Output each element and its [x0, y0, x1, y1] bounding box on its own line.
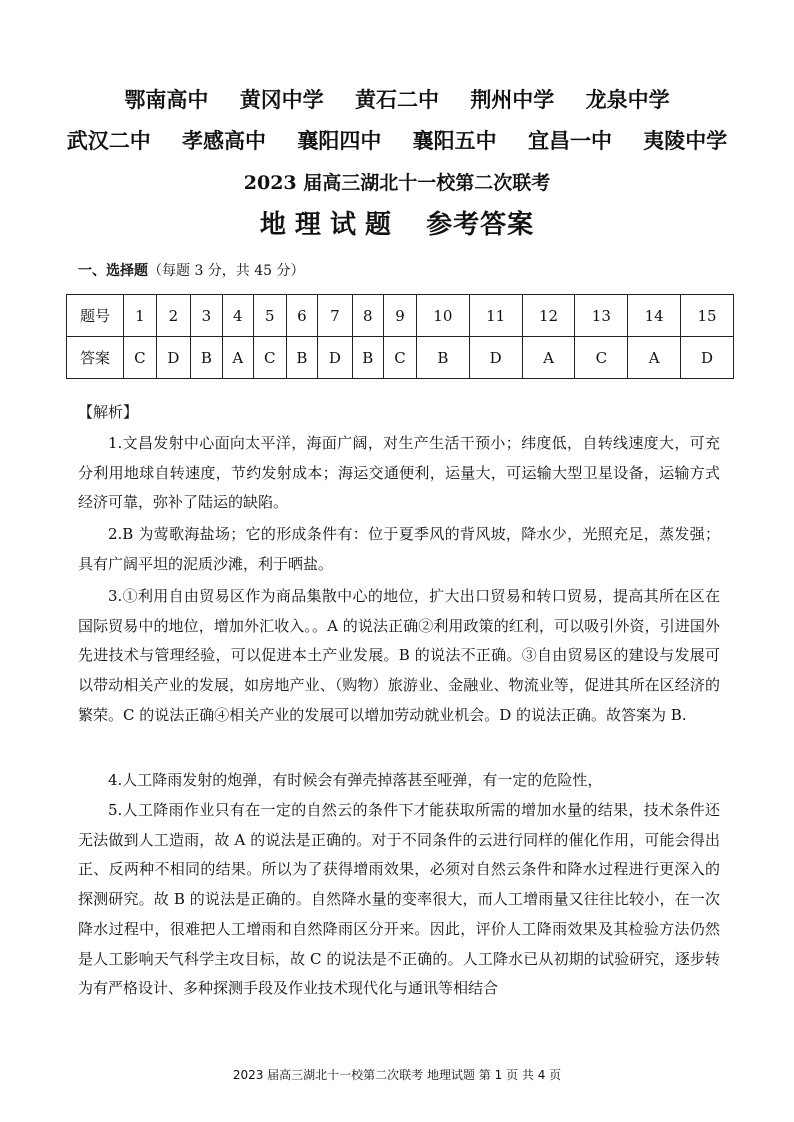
- question-number-cell: 10: [416, 295, 469, 337]
- school-name: 鄂南高中: [124, 88, 209, 112]
- school-name: 宜昌一中: [527, 129, 612, 153]
- question-number-cell: 9: [384, 295, 417, 337]
- answer-cell: A: [222, 337, 253, 379]
- question-number-cell: 13: [575, 295, 628, 337]
- question-number-cell: 12: [522, 295, 575, 337]
- row-label: 答案: [67, 337, 124, 379]
- school-names-line-2: [0, 125, 794, 155]
- section-heading-label: 一、选择题: [78, 263, 148, 279]
- answer-cell: C: [124, 337, 157, 379]
- document-title: [0, 204, 794, 241]
- subject-title: 地 理 试 题: [259, 210, 392, 240]
- question-number-cell: 5: [253, 295, 286, 337]
- answer-cell: D: [469, 337, 522, 379]
- question-number-cell: 7: [318, 295, 352, 337]
- section-heading: [78, 260, 305, 280]
- exam-title: 2023 届高三湖北十一校第二次联考: [243, 172, 551, 194]
- question-number-cell: 6: [286, 295, 318, 337]
- question-number-cell: 11: [469, 295, 522, 337]
- page-footer: 2023 届高三湖北十一校第二次联考 地理试题 第 1 页 共 4 页: [232, 1068, 562, 1082]
- analysis-paragraph: 1.文昌发射中心面向太平洋，海面广阔，对生产生活干预小；纬度低，自转线速度大，可充分利用地球自转速度，节约发射成本；海运交通便利，运量大，可运输大型卫星设备，运输方式经济可靠，弥补了陆运的缺陷。: [78, 434, 720, 512]
- answer-cell: B: [352, 337, 384, 379]
- answer-cell: D: [681, 337, 734, 379]
- answer-cell: D: [318, 337, 352, 379]
- school-name: 襄阳五中: [412, 129, 497, 153]
- question-number-cell: 4: [222, 295, 253, 337]
- question-number-cell: 1: [124, 295, 157, 337]
- answer-key-title: 参考答案: [426, 210, 535, 240]
- answer-cell: A: [628, 337, 681, 379]
- answer-row: [67, 337, 734, 379]
- school-names-line-1: [0, 84, 794, 114]
- question-number-cell: 15: [681, 295, 734, 337]
- answer-cell: D: [156, 337, 190, 379]
- analysis-paragraph: 5.人工降雨作业只有在一定的自然云的条件下才能获取所需的增加水量的结果，技术条件还无法做到人工造雨，故 A 的说法是正确的。对于不同条件的云进行同样的催化作用，可能会得出正、反两种不相同的结果。所以为了获得增雨效果，必须对自然云条件和降水过程进行更深入的探测研究。故 B 的说法是正确的。自然降水量的变率很大，而人工增雨量又往往比较小，在一次降水过程中，很难把人工增雨和自然降雨区分开来。因此，评价人工降雨效果及其检验方法仍然是人工影响天气科学主攻目标，故 C 的说法是不正确的。人工降水已从初期的试验研究，逐步转为有严格设计、多种探测手段及作业技术现代化与通讯等相结合: [78, 801, 720, 998]
- school-name: 夷陵中学: [643, 129, 728, 153]
- school-name: 襄阳四中: [297, 129, 382, 153]
- answer-cell: C: [384, 337, 417, 379]
- answer-table: [66, 294, 734, 379]
- analysis-paragraph: 4.人工降雨发射的炮弹，有时候会有弹壳掉落甚至哑弹，有一定的危险性，: [108, 771, 603, 789]
- analysis-heading: 【解析】: [78, 403, 139, 421]
- answer-cell: A: [522, 337, 575, 379]
- school-name: 龙泉中学: [585, 88, 670, 112]
- school-name: 黄冈中学: [239, 88, 324, 112]
- analysis-paragraph: 2.B 为莺歌海盐场；它的形成条件有：位于夏季风的背风坡，降水少，光照充足，蒸发强；具有广阔平坦的泥质沙滩，利于晒盐。: [78, 525, 720, 573]
- answer-cell: B: [286, 337, 318, 379]
- question-number-cell: 8: [352, 295, 384, 337]
- school-name: 孝感高中: [182, 129, 267, 153]
- school-name: 武汉二中: [66, 129, 151, 153]
- analysis-paragraph: 3.①利用自由贸易区作为商品集散中心的地位，扩大出口贸易和转口贸易，提高其所在区在国际贸易中的地位，增加外汇收入。。A 的说法正确②利用政策的红利，可以吸引外资，引进国外先进技术与管理经验，可以促进本土产业发展。B 的说法不正确。③自由贸易区的建设与发展可以带动相关产业的发展，如房地产业、（购物）旅游业、金融业、物流业等，促进其所在区经济的繁荣。C 的说法正确④相关产业的发展可以增加劳动就业机会。D 的说法正确。故答案为 B.: [78, 587, 720, 724]
- section-heading-note: （每题 3 分，共 45 分）: [148, 263, 305, 279]
- school-name: 黄石二中: [355, 88, 439, 112]
- row-label: 题号: [67, 295, 124, 337]
- question-number-cell: 3: [191, 295, 223, 337]
- answer-cell: C: [253, 337, 286, 379]
- question-number-row: [67, 295, 734, 337]
- answer-cell: B: [191, 337, 223, 379]
- question-number-cell: 2: [156, 295, 190, 337]
- answer-cell: B: [416, 337, 469, 379]
- question-number-cell: 14: [628, 295, 681, 337]
- school-name: 荆州中学: [470, 88, 555, 112]
- answer-cell: C: [575, 337, 628, 379]
